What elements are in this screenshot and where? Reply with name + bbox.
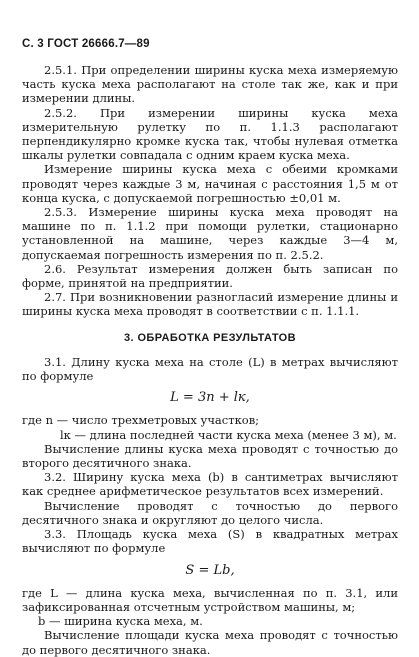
definition: где n — число трехметровых участков; <box>22 413 260 428</box>
paragraph: 3.2. Ширину куска меха (b) в сантиметрах вычисляют как среднее арифметическое результатов всех измерений. <box>22 470 398 499</box>
definition: b — ширина куска меха, м. <box>38 614 203 629</box>
section-title: 3. ОБРАБОТКА РЕЗУЛЬТАТОВ <box>124 331 296 344</box>
paragraph: 2.5.3. Измерение ширины куска меха проводят на машине по п. 1.1.2 при помощи рулетки, стационарно установленной на машине, через каждые 3—4 м, допускаемая погрешность измерения по п. 2.5.2. <box>22 205 398 262</box>
formula: L = 3n + lк, <box>170 390 250 406</box>
paragraph: Вычисление длины куска меха проводят с точностью до второго десятичного знака. <box>22 441 398 471</box>
paragraph: 2.5.1. При определении ширины куска меха измеряемую часть куска меха располагают на столе так же, как и при измерении длины. <box>22 63 398 106</box>
paragraph: 3.3. Площадь куска меха (S) в квадратных метрах вычисляют по формуле <box>22 527 398 556</box>
paragraph: 2.6. Результат измерения должен быть записан по форме, принятой на предприятии. <box>22 261 398 291</box>
definition: lк — длина последней части куска меха (менее 3 м), м. <box>60 427 397 442</box>
page-header: С. 3 ГОСТ 26666.7—89 <box>22 38 150 50</box>
paragraph: 3.1. Длину куска меха на столе (L) в метрах вычисляют по формуле <box>22 354 398 384</box>
paragraph: 2.5.2. При измерении ширины куска меха измерительную рулетку по п. 1.1.3 располагают перпендикулярно кромке куска так, чтобы нулевая отметка шкалы рулетки совпадала с одним краем куска меха. <box>22 105 398 163</box>
paragraph: Вычисление проводят с точностью до первого десятичного знака и округляют до целого числа. <box>22 498 398 527</box>
formula: S = Lb, <box>185 562 235 578</box>
paragraph: Измерение ширины куска меха с обеими кромками проводят через каждые 3 м, начиная с расстояния 1,5 м от конца куска, с допускаемой погрешностью ±0,01 м. <box>22 162 398 205</box>
definition: где L — длина куска меха, вычисленная по п. 3.1, или зафиксированная отсчетным устройством машины, м; <box>22 585 398 614</box>
document-body <box>22 63 398 657</box>
paragraph: Вычисление площади куска меха проводят с точностью до первого десятичного знака. <box>22 628 398 657</box>
paragraph: 2.7. При возникновении разногласий измерение длины и ширины куска меха проводят в соответствии с п. 1.1.1. <box>22 290 398 319</box>
